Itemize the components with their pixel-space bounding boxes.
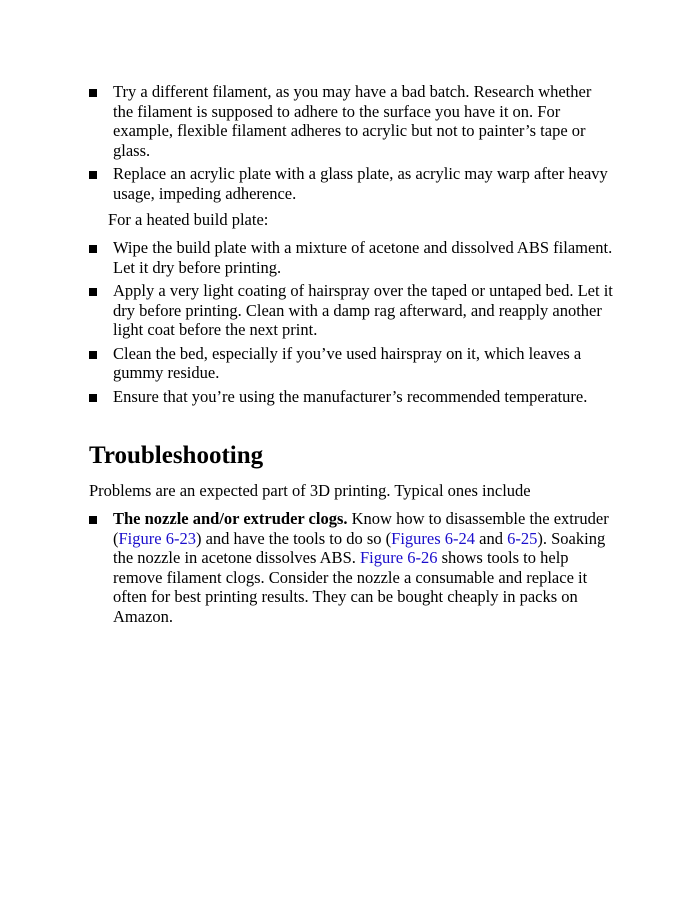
list-item-text: Wipe the build plate with a mixture of acetone and dissolved ABS filament. Let it dry before printing. [113, 238, 613, 277]
list-item-text: Apply a very light coating of hairspray over the taped or untaped bed. Let it dry before printing. Clean with a damp rag afterward, and reapply another light coat before the next print. [113, 281, 613, 339]
square-bullet-icon [89, 171, 97, 179]
heated-plate-list [89, 238, 613, 410]
item-text: ) and have the tools to do so ( [195, 528, 392, 548]
figure-6-23-link[interactable]: Figure 6-23 [118, 528, 196, 548]
list-item [89, 387, 613, 407]
figure-6-25-link[interactable]: 6-25 [507, 528, 538, 548]
figure-6-24-link[interactable]: Figures 6-24 [391, 528, 476, 548]
item-lead: The nozzle and/or extruder clogs. [113, 509, 348, 528]
square-bullet-icon [89, 89, 97, 97]
square-bullet-icon [89, 351, 97, 359]
section-intro: Problems are an expected part of 3D printing. Typical ones include [89, 481, 531, 500]
list-item [89, 82, 613, 160]
item-text: Know how to disassemble the extruder ( [113, 509, 609, 548]
list-item-text: Ensure that you’re using the manufacturer’s recommended temperature. [113, 386, 588, 406]
square-bullet-icon [89, 516, 97, 524]
troubleshooting-list [89, 509, 619, 630]
square-bullet-icon [89, 394, 97, 402]
square-bullet-icon [89, 288, 97, 296]
item-text: ). Soaking the nozzle in acetone dissolves ABS. [113, 528, 606, 567]
list-item [89, 344, 613, 383]
list-item-text: Replace an acrylic plate with a glass plate, as acrylic may warp after heavy usage, impeding adherence. [113, 164, 608, 203]
list-item-text: Try a different filament, as you may have a bad batch. Research whether the filament is supposed to adhere to the surface you have it on. For example, flexible filament adheres to acrylic but not to painter’s tape or glass. [113, 82, 592, 160]
item-text: and [475, 528, 508, 548]
list-item [89, 281, 613, 340]
list-item [89, 238, 613, 277]
square-bullet-icon [89, 245, 97, 253]
adhesion-tips-list [89, 82, 613, 207]
list-item [89, 164, 613, 203]
section-heading: Troubleshooting [89, 442, 264, 469]
item-text: shows tools to help remove filament clogs. Consider the nozzle a consumable and replace it often for best printing results. They can be bought cheaply in packs on Amazon. [113, 548, 588, 626]
figure-6-26-link[interactable]: Figure 6-26 [360, 548, 438, 567]
list-item [89, 509, 619, 626]
heated-plate-intro: For a heated build plate: [108, 210, 269, 229]
list-item-text: Clean the bed, especially if you’ve used hairspray on it, which leaves a gummy residue. [113, 343, 582, 382]
list-item-text [113, 509, 619, 626]
